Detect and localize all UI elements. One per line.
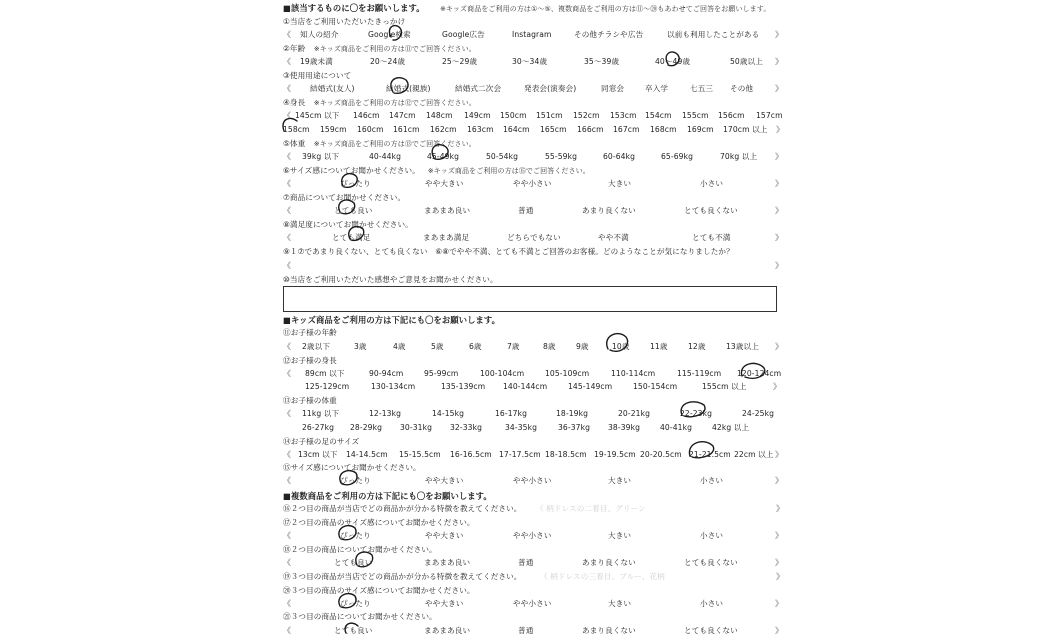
option-q4b-2[interactable]: 160cm xyxy=(357,125,384,134)
option-q4b-3[interactable]: 161cm xyxy=(393,125,420,134)
question-note-6: ※キッズ商品をご利用の方は⑮でご回答ください。 xyxy=(427,167,590,175)
option-q21-2[interactable]: 普通 xyxy=(518,626,534,635)
option-q4b-1[interactable]: 159cm xyxy=(320,125,347,134)
question-note-5: ※キッズ商品をご利用の方は⑬でご回答ください。 xyxy=(313,140,476,148)
option-q4b-11[interactable]: 169cm xyxy=(687,125,714,134)
bracket-close: 》 xyxy=(775,558,783,567)
bracket-open: 《 xyxy=(283,111,292,120)
option-q5-7[interactable]: 70kg 以上 xyxy=(720,152,758,161)
option-q6-0[interactable]: ぴったり xyxy=(340,179,371,188)
option-q2-6[interactable]: 50歳以上 xyxy=(730,57,763,66)
question-note-2: ※キッズ商品をご利用の方は⑪でご回答ください。 xyxy=(313,45,476,53)
option-q17-1[interactable]: やや大きい xyxy=(425,531,464,540)
bracket-close: 》 xyxy=(775,206,783,215)
question-label-14: ⑭お子様の足のサイズ xyxy=(283,437,360,446)
question-label-7: ⑦商品についてお聞かせください。 xyxy=(283,193,406,202)
option-q11-8[interactable]: 10歳 xyxy=(612,342,630,351)
question-label-4: ④身長 xyxy=(283,98,306,107)
option-q12a-6[interactable]: 115-119cm xyxy=(677,369,722,378)
option-q11-7[interactable]: 9歳 xyxy=(576,342,589,351)
section-title-multi: ■複数商品をご利用の方は下記にも〇をお願いします。 xyxy=(283,491,492,501)
option-q14-5[interactable]: 18-18.5cm xyxy=(545,450,587,459)
option-q12b-2[interactable]: 135-139cm xyxy=(441,382,486,391)
question-label-10: ⑩当店をご利用いただいた感想やご意見をお聞かせください。 xyxy=(283,275,498,284)
option-q4a-3[interactable]: 148cm xyxy=(426,111,453,120)
option-q4a-5[interactable]: 150cm xyxy=(500,111,527,120)
bracket-close: 》 xyxy=(776,504,785,513)
option-q14-8[interactable]: 21-21.5cm xyxy=(689,450,731,459)
option-q12a-1[interactable]: 90-94cm xyxy=(369,369,404,378)
option-q14-4[interactable]: 17-17.5cm xyxy=(499,450,541,459)
option-q4a-2[interactable]: 147cm xyxy=(389,111,416,120)
question-label-19: ⑲３つ目の商品が当店でどの商品かが分かる特徴を教えてください。 xyxy=(283,572,522,581)
option-q4a-8[interactable]: 153cm xyxy=(610,111,637,120)
bracket-close: 》 xyxy=(775,599,783,608)
option-q14-1[interactable]: 14-14.5cm xyxy=(346,450,388,459)
option-q20-4[interactable]: 小さい xyxy=(700,599,724,608)
option-q12a-7[interactable]: 120-124cm xyxy=(737,369,782,378)
question-label-3: ③使用用途について xyxy=(283,71,352,80)
option-q18-4[interactable]: とても良くない xyxy=(684,558,738,567)
option-q11-4[interactable]: 6歳 xyxy=(469,342,482,351)
option-q18-3[interactable]: あまり良くない xyxy=(582,558,636,567)
option-q18-2[interactable]: 普通 xyxy=(518,558,534,567)
question-label-20: ⑳３つ目の商品のサイズ感についてお聞かせください。 xyxy=(283,586,475,595)
comment-textbox[interactable] xyxy=(283,286,777,312)
option-q3-3[interactable]: 発表会(演奏会) xyxy=(524,84,577,93)
option-q14-2[interactable]: 15-15.5cm xyxy=(399,450,441,459)
option-q14-0[interactable]: 13cm 以下 xyxy=(298,450,338,459)
option-q2-5[interactable]: 40〜49歳 xyxy=(655,57,691,66)
option-q4b-10[interactable]: 168cm xyxy=(650,125,677,134)
bracket-close: 》 xyxy=(775,179,783,188)
option-q1-0[interactable]: 知人の紹介 xyxy=(300,30,339,39)
option-q20-2[interactable]: やや小さい xyxy=(513,599,552,608)
bracket-open: 《 xyxy=(283,206,291,215)
bracket-close: 》 xyxy=(776,572,785,581)
question-label-11: ⑪お子様の年齢 xyxy=(283,328,337,337)
question-note-4: ※キッズ商品をご利用の方は⑫でご回答ください。 xyxy=(313,99,476,107)
option-q11-0[interactable]: 2歳以下 xyxy=(302,342,331,351)
bracket-close: 》 xyxy=(775,450,783,459)
option-q3-2[interactable]: 結婚式二次会 xyxy=(455,84,502,93)
option-q11-9[interactable]: 11歳 xyxy=(650,342,668,351)
option-q14-6[interactable]: 19-19.5cm xyxy=(594,450,636,459)
bracket-open: 《 xyxy=(283,450,291,459)
option-q3-7[interactable]: その他 xyxy=(730,84,754,93)
question-label-15: ⑮サイズ感についてお聞かせください。 xyxy=(283,463,421,472)
option-q14-7[interactable]: 20-20.5cm xyxy=(640,450,682,459)
option-q7-1[interactable]: まあまあ良い xyxy=(424,206,471,215)
option-q13b-5[interactable]: 36-37kg xyxy=(558,423,590,432)
option-q11-1[interactable]: 3歳 xyxy=(354,342,367,351)
option-q4a-7[interactable]: 152cm xyxy=(573,111,600,120)
option-q3-5[interactable]: 卒入学 xyxy=(645,84,669,93)
bracket-open: 《 xyxy=(283,369,292,378)
option-q12b-5[interactable]: 150-154cm xyxy=(633,382,678,391)
option-q12b-1[interactable]: 130-134cm xyxy=(371,382,416,391)
question-label-2: ②年齢 xyxy=(283,44,306,53)
option-q17-3[interactable]: 大きい xyxy=(608,531,632,540)
option-q12a-2[interactable]: 95-99cm xyxy=(424,369,459,378)
option-q6-4[interactable]: 小さい xyxy=(700,179,724,188)
option-q1-2[interactable]: Google広告 xyxy=(442,30,485,39)
bracket-open: 《 xyxy=(283,558,291,567)
question-label-13: ⑬お子様の体重 xyxy=(283,396,337,405)
option-q15-3[interactable]: 大きい xyxy=(608,476,632,485)
bracket-open: 《 xyxy=(283,84,291,93)
option-q7-0[interactable]: とても良い xyxy=(334,206,373,215)
question-label-16: ⑯２つ目の商品が当店でどの商品かが分かる特徴を教えてください。 xyxy=(283,504,522,513)
option-q13b-1[interactable]: 28-29kg xyxy=(350,423,382,432)
bracket-open: 《 xyxy=(283,531,291,540)
question-label-1: ①当店をご利用いただいたきっかけ xyxy=(283,17,406,26)
option-q20-1[interactable]: やや大きい xyxy=(425,599,464,608)
question-label-6: ⑥サイズ感についてお聞かせください。 xyxy=(283,166,420,175)
option-q15-1[interactable]: やや大きい xyxy=(425,476,464,485)
option-q13a-7[interactable]: 24-25kg xyxy=(742,409,774,418)
option-q13a-6[interactable]: 22-23kg xyxy=(680,409,712,418)
option-q5-3[interactable]: 50-54kg xyxy=(486,152,518,161)
option-q1-1[interactable]: Google検索 xyxy=(368,30,411,39)
option-q4b-8[interactable]: 166cm xyxy=(577,125,604,134)
bracket-open: 《 xyxy=(283,30,291,39)
option-q12a-3[interactable]: 100-104cm xyxy=(480,369,525,378)
bracket-open: 《 xyxy=(283,476,291,485)
bracket-close: 》 xyxy=(775,626,783,635)
question-label-12: ⑫お子様の身長 xyxy=(283,356,337,365)
option-q6-2[interactable]: やや小さい xyxy=(513,179,552,188)
option-q2-0[interactable]: 19歳未満 xyxy=(300,57,333,66)
option-q15-4[interactable]: 小さい xyxy=(700,476,724,485)
bracket-close: 》 xyxy=(775,152,783,161)
option-q12a-0[interactable]: 89cm 以下 xyxy=(305,369,345,378)
option-q4a-10[interactable]: 155cm xyxy=(682,111,709,120)
option-q4b-7[interactable]: 165cm xyxy=(540,125,567,134)
option-q21-0[interactable]: とても良い xyxy=(334,626,373,635)
option-q1-4[interactable]: その他チラシや広告 xyxy=(574,30,644,39)
option-q7-2[interactable]: 普通 xyxy=(518,206,534,215)
option-q17-2[interactable]: やや小さい xyxy=(513,531,552,540)
option-q13a-0[interactable]: 11kg 以下 xyxy=(302,409,340,418)
option-q3-0[interactable]: 結婚式(友人) xyxy=(310,84,355,93)
bracket-close: 》 xyxy=(773,382,782,391)
option-q20-0[interactable]: ぴったり xyxy=(340,599,371,608)
option-q4a-1[interactable]: 146cm xyxy=(353,111,380,120)
bracket-close: 》 xyxy=(775,261,783,270)
option-q13b-2[interactable]: 30-31kg xyxy=(400,423,432,432)
question-label-8: ⑧満足度についてお聞かせください。 xyxy=(283,220,413,229)
option-q6-3[interactable]: 大きい xyxy=(608,179,632,188)
option-q13b-3[interactable]: 32-33kg xyxy=(450,423,482,432)
option-q5-1[interactable]: 40-44kg xyxy=(369,152,401,161)
option-q15-2[interactable]: やや小さい xyxy=(513,476,552,485)
bracket-open: 《 xyxy=(283,626,291,635)
bracket-open: 《 xyxy=(283,233,291,242)
option-q2-4[interactable]: 35〜39歳 xyxy=(584,57,620,66)
option-q13a-5[interactable]: 20-21kg xyxy=(618,409,650,418)
bracket-open: 《 xyxy=(283,342,291,351)
option-q13a-1[interactable]: 12-13kg xyxy=(369,409,401,418)
bracket-close: 》 xyxy=(775,233,783,242)
answer-q16: 《 柄ドレスの二着目、グリーン xyxy=(536,504,646,513)
bracket-open: 《 xyxy=(283,261,291,270)
option-q12a-4[interactable]: 105-109cm xyxy=(545,369,590,378)
option-q13b-6[interactable]: 38-39kg xyxy=(608,423,640,432)
bracket-close: 》 xyxy=(775,476,783,485)
section-title-kids: ■キッズ商品をご利用の方は下記にも〇をお願いします。 xyxy=(283,315,501,325)
option-q13a-2[interactable]: 14-15kg xyxy=(432,409,464,418)
option-q13b-0[interactable]: 26-27kg xyxy=(302,423,334,432)
option-q11-6[interactable]: 8歳 xyxy=(543,342,556,351)
option-q11-2[interactable]: 4歳 xyxy=(393,342,406,351)
option-q13a-4[interactable]: 18-19kg xyxy=(556,409,588,418)
option-q5-2[interactable]: 45-49kg xyxy=(427,152,459,161)
option-q8-4[interactable]: とても不満 xyxy=(692,233,731,242)
option-q7-3[interactable]: あまり良くない xyxy=(582,206,636,215)
bracket-close: 》 xyxy=(775,84,783,93)
option-q12b-4[interactable]: 145-149cm xyxy=(568,382,613,391)
option-q4b-6[interactable]: 164cm xyxy=(503,125,530,134)
option-q8-2[interactable]: どちらでもない xyxy=(507,233,561,242)
bracket-close: 》 xyxy=(775,57,783,66)
option-q11-3[interactable]: 5歳 xyxy=(431,342,444,351)
bracket-close: 》 xyxy=(775,342,783,351)
option-q4a-12[interactable]: 157cm xyxy=(756,111,783,120)
option-q8-3[interactable]: やや不満 xyxy=(598,233,629,242)
bracket-open: 《 xyxy=(283,179,291,188)
question-label-18: ⑱２つ目の商品についてお聞かせください。 xyxy=(283,545,437,554)
option-q4b-5[interactable]: 163cm xyxy=(467,125,494,134)
bracket-close: 》 xyxy=(775,531,783,540)
option-q12b-6[interactable]: 155cm 以上 xyxy=(702,382,747,391)
option-q18-0[interactable]: とても良い xyxy=(334,558,373,567)
option-q12a-5[interactable]: 110-114cm xyxy=(611,369,656,378)
option-q8-0[interactable]: とても満足 xyxy=(332,233,371,242)
option-q21-1[interactable]: まあまあ良い xyxy=(424,626,471,635)
option-q1-5[interactable]: 以前も利用したことがある xyxy=(667,30,760,39)
option-q4b-4[interactable]: 162cm xyxy=(430,125,457,134)
question-label-21: ㉑３つ目の商品についてお聞かせください。 xyxy=(283,612,437,621)
option-q14-3[interactable]: 16-16.5cm xyxy=(450,450,492,459)
option-q21-4[interactable]: とても良くない xyxy=(684,626,738,635)
bracket-close: 》 xyxy=(775,30,783,39)
option-q4a-0[interactable]: 145cm 以下 xyxy=(295,111,340,120)
option-q13a-3[interactable]: 16-17kg xyxy=(495,409,527,418)
option-q7-4[interactable]: とても良くない xyxy=(684,206,738,215)
option-q14-9[interactable]: 22cm 以上 xyxy=(734,450,774,459)
option-q4a-4[interactable]: 149cm xyxy=(464,111,491,120)
option-q4a-9[interactable]: 154cm xyxy=(645,111,672,120)
option-q17-4[interactable]: 小さい xyxy=(700,531,724,540)
bracket-open: 《 xyxy=(283,152,291,161)
option-q5-0[interactable]: 39kg 以下 xyxy=(302,152,340,161)
option-q5-4[interactable]: 55-59kg xyxy=(545,152,577,161)
option-q2-1[interactable]: 20〜24歳 xyxy=(370,57,406,66)
section-title-main: ■該当するものに〇をお願いします。 xyxy=(283,3,425,13)
option-q4a-11[interactable]: 156cm xyxy=(718,111,745,120)
question-label-5: ⑤体重 xyxy=(283,139,306,148)
question-label-9: ⑨１⑦であまり良くない、とても良くない ⑥⑧でやや不満、とても不満とご回答のお客様。どのようなことが気になりましたか？ xyxy=(283,247,734,256)
bracket-open: 《 xyxy=(283,409,292,418)
option-q4b-9[interactable]: 167cm xyxy=(613,125,640,134)
bracket-open: 《 xyxy=(283,57,291,66)
option-q4a-6[interactable]: 151cm xyxy=(536,111,563,120)
option-q13b-7[interactable]: 40-41kg xyxy=(660,423,692,432)
option-q5-5[interactable]: 60-64kg xyxy=(603,152,635,161)
option-q20-3[interactable]: 大きい xyxy=(608,599,632,608)
section-note-main: ※キッズ商品をご利用の方は①〜⑤、複数商品をご利用の方は⑪〜⑳もあわせてご回答をお願いします。 xyxy=(440,5,771,13)
question-label-17: ⑰２つ目の商品のサイズ感についてお聞かせください。 xyxy=(283,518,475,527)
option-q4b-12[interactable]: 170cm 以上 xyxy=(723,125,768,134)
option-q12b-0[interactable]: 125-129cm xyxy=(305,382,350,391)
option-q6-1[interactable]: やや大きい xyxy=(425,179,464,188)
option-q17-0[interactable]: ぴったり xyxy=(340,531,371,540)
option-q1-3[interactable]: Instagram xyxy=(512,30,552,39)
bracket-close: 》 xyxy=(776,125,785,134)
option-q11-11[interactable]: 13歳以上 xyxy=(726,342,759,351)
option-q13b-4[interactable]: 34-35kg xyxy=(505,423,537,432)
answer-q19: 《 柄ドレスの三着目、ブルー、花柄 xyxy=(540,572,665,581)
option-q18-1[interactable]: まあまあ良い xyxy=(424,558,471,567)
option-q21-3[interactable]: あまり良くない xyxy=(582,626,636,635)
option-q3-1[interactable]: 結婚式(親族) xyxy=(386,84,431,93)
option-q8-1[interactable]: まあまあ満足 xyxy=(423,233,470,242)
bracket-open: 《 xyxy=(283,599,291,608)
option-q3-4[interactable]: 同窓会 xyxy=(601,84,625,93)
option-q2-2[interactable]: 25〜29歳 xyxy=(442,57,478,66)
option-q13b-8[interactable]: 42kg 以上 xyxy=(712,423,750,432)
option-q4b-0[interactable]: 158cm xyxy=(283,125,310,134)
option-q2-3[interactable]: 30〜34歳 xyxy=(512,57,548,66)
option-q11-5[interactable]: 7歳 xyxy=(507,342,520,351)
option-q3-6[interactable]: 七五三 xyxy=(690,84,714,93)
option-q5-6[interactable]: 65-69kg xyxy=(661,152,693,161)
option-q15-0[interactable]: ぴったり xyxy=(340,476,371,485)
option-q11-10[interactable]: 12歳 xyxy=(688,342,706,351)
option-q12b-3[interactable]: 140-144cm xyxy=(503,382,548,391)
